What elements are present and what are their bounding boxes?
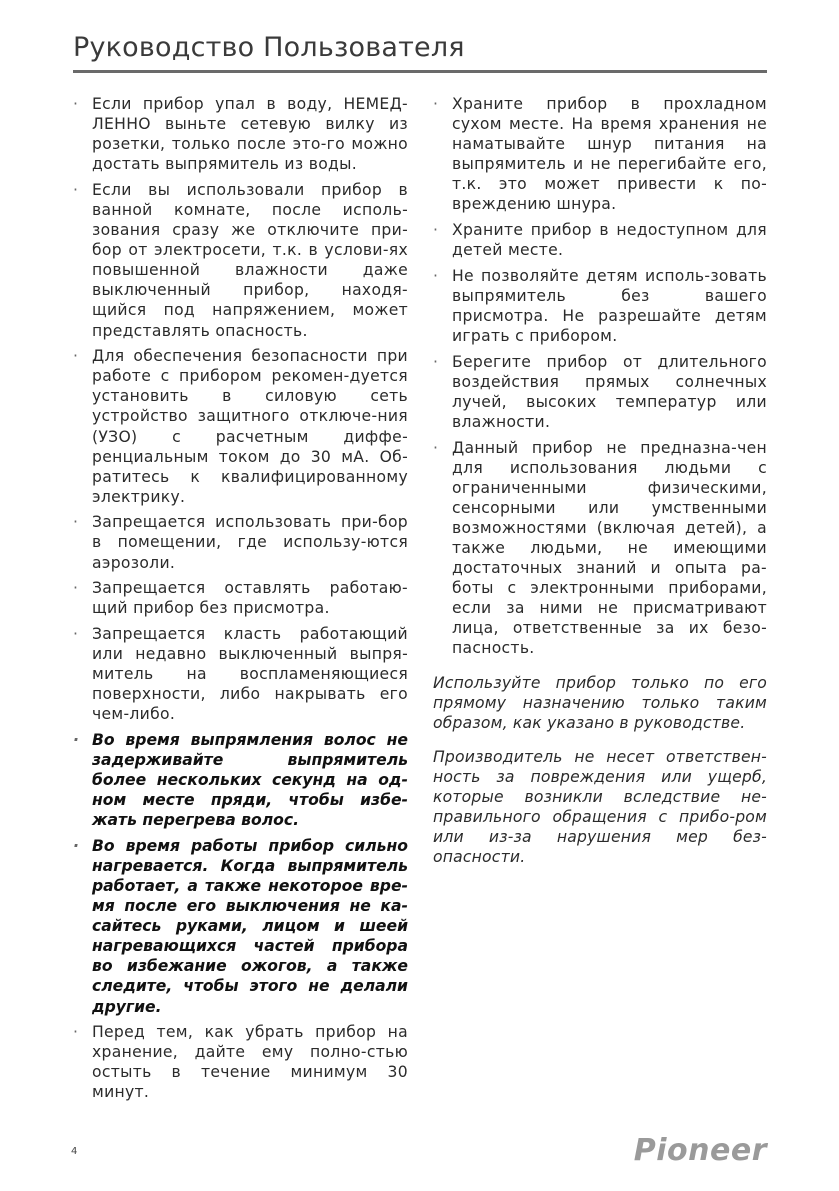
page-number: 4 bbox=[71, 1146, 78, 1157]
liability-note: Производитель не несет ответствен-ность за повреждения или ущерб, которые возникли вследствие не-правильного обращения с прибо-ром или из-за нарушения мер без-опасности. bbox=[433, 747, 767, 867]
list-item: · Запрещается оставлять работаю-щий прибор без присмотра. bbox=[73, 578, 408, 618]
page-title: Руководство Пользователя bbox=[73, 32, 465, 63]
list-item: · Для обеспечения безопасности при работе с прибором рекомен-дуется установить в силовую сеть устройство защитного отключе-ния (УЗО) с расчетным диффе-ренциальным током до 30 мА. Об-ратитесь к квалифицированному электрику. bbox=[73, 346, 408, 507]
usage-note: Используйте прибор только по его прямому назначению только таким образом, как указано в руководстве. bbox=[433, 673, 767, 732]
warning-item: · Во время работы прибор сильно нагревается. Когда выпрямитель работает, а также некоторое вре-мя после его выключения не ка-сайтесь руками, лицом и шеей нагревающихся частей прибора во избежание ожогов, а также следите, чтобы этого не делали другие. bbox=[73, 836, 408, 1017]
list-item: · Данный прибор не предназна-чен для использования людьми с ограниченными физическими, сенсорными или умственными возможностями (включая детей), а также людьми, не имеющими достаточных знаний и опыта ра-боты с электронными приборами, если за ними не присматривают лица, ответственные за их безо-пасность. bbox=[433, 438, 767, 659]
list-item: · Храните прибор в прохладном сухом месте. На время хранения не наматывайте шнур питания на выпрямитель и не перегибайте его, т.к. это может привести к по-вреждению шнура. bbox=[433, 94, 767, 215]
list-item: · Берегите прибор от длительного воздействия прямых солнечных лучей, высоких температур или влажности. bbox=[433, 352, 767, 432]
list-item: · Храните прибор в недоступном для детей месте. bbox=[433, 220, 767, 260]
list-item: · Перед тем, как убрать прибор на хранение, дайте ему полно-стью остыть в течение минимум 30 минут. bbox=[73, 1022, 408, 1102]
list-item: · Если прибор упал в воду, НЕМЕД-ЛЕННО выньте сетевую вилку из розетки, только после это-го можно достать выпрямитель из воды. bbox=[73, 94, 408, 174]
list-item: · Запрещается класть работающий или недавно выключенный выпря-митель на воспламеняющиеся поверхности, либо накрывать его чем-либо. bbox=[73, 624, 408, 724]
list-item: · Не позволяйте детям исполь-зовать выпрямитель без вашего присмотра. Не разрешайте детям играть с прибором. bbox=[433, 266, 767, 346]
right-column bbox=[433, 94, 767, 867]
warning-item: · Во время выпрямления волос не задерживайте выпрямитель более нескольких секунд на од-ном месте пряди, чтобы избе-жать перегрева волос. bbox=[73, 730, 408, 830]
right-bullet-list bbox=[433, 94, 767, 659]
brand-logo: Pioneer bbox=[633, 1133, 767, 1168]
left-bullet-list bbox=[73, 94, 408, 1103]
list-item: · Запрещается использовать при-бор в помещении, где использу-ются аэрозоли. bbox=[73, 512, 408, 572]
header-divider bbox=[73, 70, 767, 73]
list-item: · Если вы использовали прибор в ванной комнате, после исполь-зования сразу же отключите при-бор от электросети, т.к. в услови-ях повышенной влажности даже выключенный прибор, находя-щийся под напряжением, может представлять опасность. bbox=[73, 180, 408, 341]
left-column bbox=[73, 94, 408, 1108]
